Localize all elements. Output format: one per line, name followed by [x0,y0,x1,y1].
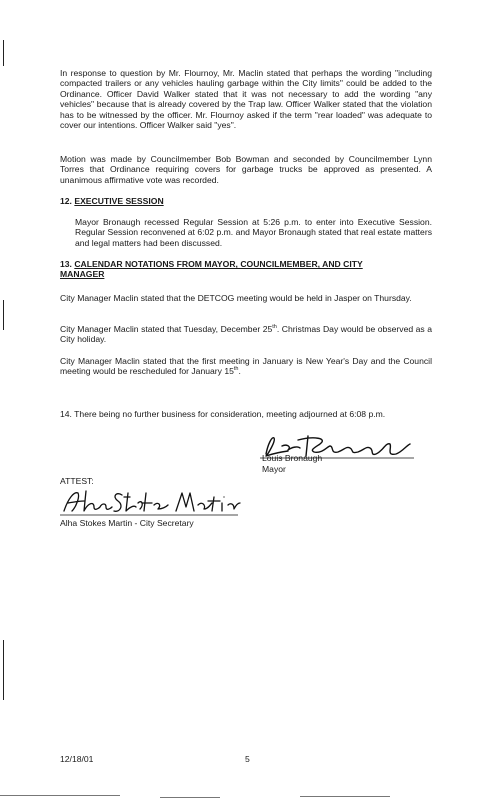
mayor-name: Louis Bronaugh [262,453,323,463]
christmas-text: City Manager Maclin stated that Tuesday, December 25 [60,324,273,334]
january-text: City Manager Maclin stated that the first meeting in January is New Year's Day and the Council meeting would be rescheduled for January 15 [60,356,432,377]
section-12-heading [60,196,432,206]
mayor-title: Mayor [262,464,286,474]
section-12-title: EXECUTIVE SESSION [74,196,164,206]
secretary-signature-graphic [58,485,243,519]
footer-date: 12/18/01 [60,754,94,764]
section-13-number: 13. [60,259,72,269]
section-13-detcog: City Manager Maclin stated that the DETCOG meeting would be held in Jasper on Thursday. [60,293,412,303]
section-13-january [60,356,432,377]
scan-edge-mark [0,795,120,796]
section-13-title-line1: CALENDAR NOTATIONS FROM MAYOR, COUNCILMEMBER, AND CITY [74,259,363,269]
christmas-sup: th [272,324,277,331]
section-13-title-line2: MANAGER [60,269,105,280]
scan-edge-mark [3,40,4,66]
january-sup: th [233,366,239,373]
christmas-text-end: . Christmas Day would be observed as a City holiday. [60,324,432,345]
section-12-number: 12. [60,196,72,206]
scan-edge-mark [3,640,4,700]
footer-page-number: 5 [245,754,250,764]
attest-label: ATTEST: [60,476,94,486]
section-12-body: Mayor Bronaugh recessed Regular Session at 5:26 p.m. to enter into Executive Session. Regular Session reconvened at 6:02 p.m. and Mayor Bronaugh stated that real estate matters and legal matters had been discussed. [75,217,432,248]
section-14-adjourn: 14. There being no further business for consideration, meeting adjourned at 6:08 p.m. [60,409,386,419]
scan-edge-mark [300,796,390,797]
paragraph-flournoy-question: In response to question by Mr. Flournoy, Mr. Maclin stated that perhaps the wording "including compacted trailers or any vehicles hauling garbage within the City limits" could be added to the Ordinance. Officer David Walker stated that it was not necessary to add the wording "any vehicles" because that is already covered by the Trap law. Officer Walker stated that the violation has to be witnessed by the officer. Mr. Flournoy asked if the term "rear loaded" was adequate to cover our intentions. Officer Walker said "yes". [60,68,432,131]
scan-edge-mark [3,300,4,330]
paragraph-motion: Motion was made by Councilmember Bob Bowman and seconded by Councilmember Lynn Torres that Ordinance requiring covers for garbage trucks be approved as presented. A unanimous affirmative vote was recorded. [60,154,432,185]
scan-edge-mark [160,797,220,798]
section-13-heading [60,259,432,280]
january-text-end: . [238,366,241,377]
secretary-line: Alha Stokes Martin - City Secretary [60,518,194,528]
section-13-christmas [60,324,432,345]
